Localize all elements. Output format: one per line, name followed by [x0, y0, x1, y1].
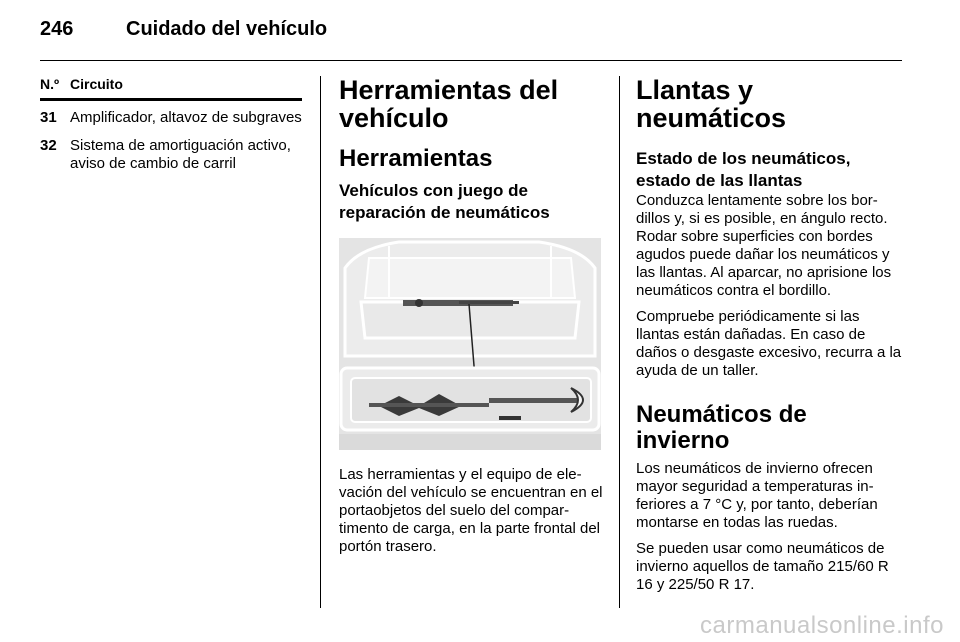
tyre-condition-paragraph-1: Conduzca lentamente sobre los bor-dillos y, si es posible, en ángulo recto. Rodar sobre superficies con bordes agudos puede dañar los neumáticos y las llantas. Al aparcar, no aprisione los neumáticos contra el bordillo.: [636, 192, 892, 299]
table-header-circuit: Circuito: [70, 76, 123, 92]
table-header: [40, 76, 302, 98]
table-rule: [40, 98, 302, 101]
fuse-number: 31: [40, 109, 57, 126]
table-row: [40, 109, 302, 127]
page-header: [40, 18, 902, 58]
table-row: [40, 137, 302, 173]
column-divider-2: [619, 76, 620, 608]
fuse-number: 32: [40, 137, 57, 154]
winter-tyres-paragraph-2: Se pueden usar como neumáticos de invierno aquellos de tamaño 215/60 R 16 y 225/50 R 17.: [636, 540, 889, 593]
tools-subtitle: Herramientas: [339, 145, 493, 172]
tools-section: [339, 76, 603, 556]
tools-illustration: [339, 238, 601, 450]
tyre-condition-heading: Estado de los neumáticos, estado de las llantas: [636, 149, 851, 190]
fuse-circuit: Amplificador, altavoz de subgraves: [70, 109, 302, 126]
table-header-num: N.º: [40, 76, 60, 92]
section-title: Cuidado del vehículo: [126, 18, 328, 40]
column-divider-1: [320, 76, 321, 608]
tyres-section: [636, 76, 904, 594]
winter-tyres-heading: Neumáticos de invierno: [636, 401, 807, 454]
tools-title: Herramientas del vehículo: [339, 75, 559, 133]
car-boot-tools-drawing: [339, 238, 601, 450]
tyre-condition-paragraph-2: Compruebe periódicamente si las llantas están dañadas. En caso de daños o desgaste excesivo, recurra a la ayuda de un taller.: [636, 308, 902, 379]
winter-tyres-paragraph-1: Los neumáticos de invierno ofrecen mayor seguridad a temperaturas in-feriores a 7 °C y, por tanto, deberían montarse en todas las ruedas.: [636, 460, 878, 531]
watermark: carmanualsonline.info: [700, 612, 944, 639]
tyres-title: Llantas y neumáticos: [636, 75, 787, 133]
tools-heading: Vehículos con juego de reparación de neumáticos: [339, 181, 550, 222]
page-number: 246: [40, 18, 74, 40]
tools-paragraph: Las herramientas y el equipo de ele-vación del vehículo se encuentran en el portaobjetos del suelo del compar-timento de carga, en la parte frontal del portón trasero.: [339, 466, 603, 555]
fuse-circuit: Sistema de amortiguación activo, aviso de cambio de carril: [70, 137, 291, 172]
fuse-table: [40, 76, 302, 183]
header-rule: [40, 60, 902, 61]
